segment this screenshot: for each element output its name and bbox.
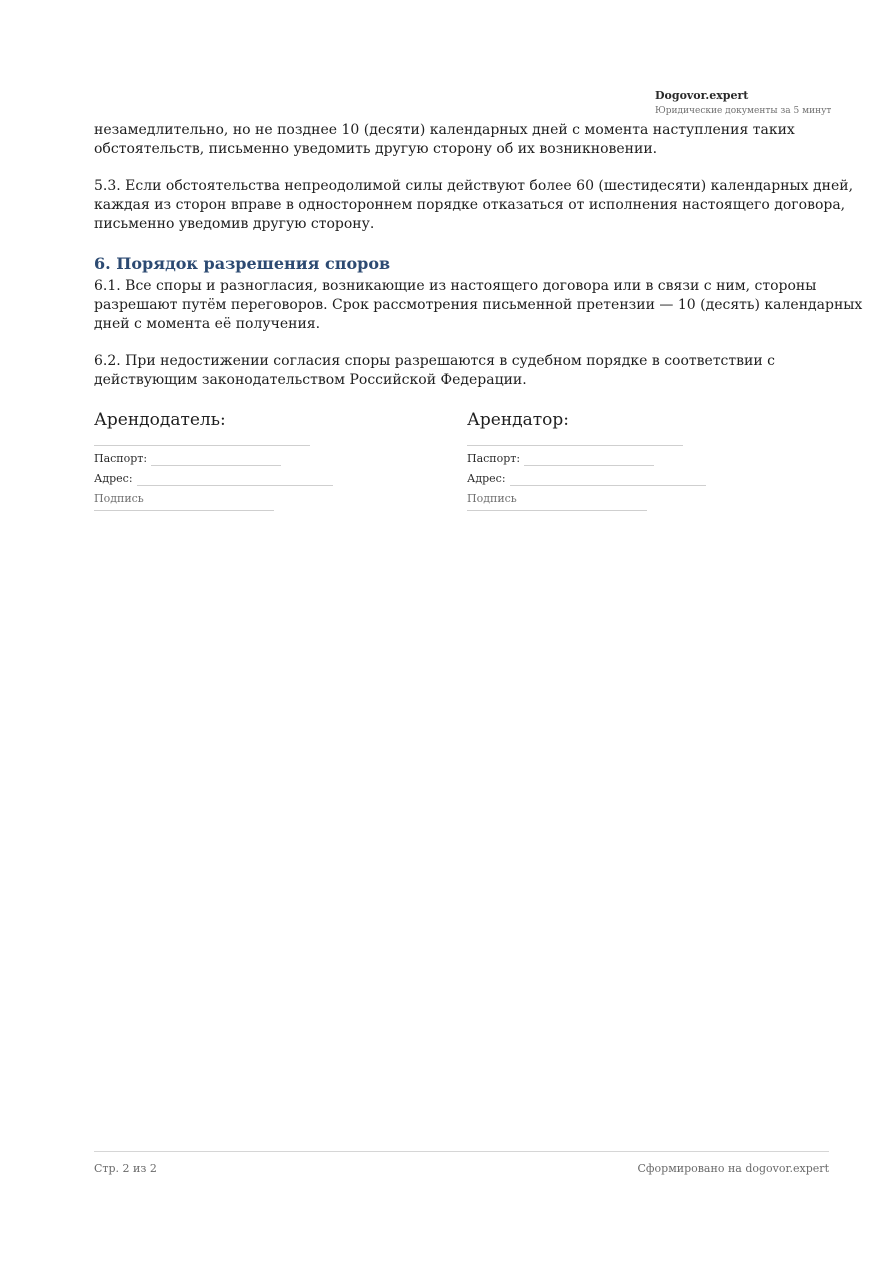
- paragraph-5-3: 5.3. Если обстоятельства непреодолимой силы действуют более 60 (шестидесяти) календарных дней, каждая из сторон вправе в одностороннем порядке отказаться от исполнения настоящего договора, письменно уведомив другую сторону.: [94, 178, 854, 232]
- tenant-passport-label: Паспорт:: [467, 452, 521, 465]
- tenant-passport-row: [467, 452, 767, 466]
- landlord-address-line: [137, 474, 333, 486]
- page-counter: Стр. 2 из 2: [94, 1162, 157, 1175]
- paragraph-continued: незамедлительно, но не позднее 10 (десяти) календарных дней с момента наступления таких обстоятельств, письменно уведомить другую сторону об их возникновении.: [94, 122, 795, 157]
- landlord-signature-label: Подпись: [94, 492, 144, 505]
- tenant-address-label: Адрес:: [467, 472, 506, 485]
- section-title-disputes: 6. Порядок разрешения споров: [94, 254, 391, 273]
- paragraph-6-2: 6.2. При недостижении согласия споры разрешаются в судебном порядке в соответствии с действующим законодательством Российской Федерации.: [94, 353, 775, 388]
- tenant-title: Арендатор:: [467, 410, 569, 430]
- landlord-address-label: Адрес:: [94, 472, 133, 485]
- landlord-passport-row: [94, 452, 394, 466]
- paragraph-6-1: 6.1. Все споры и разногласия, возникающие из настоящего договора или в связи с ним, стороны разрешают путём переговоров. Срок рассмотрения письменной претензии — 10 (десять) календарных дней с момента её получения.: [94, 278, 863, 332]
- header-brand: [655, 89, 832, 118]
- document-body: [94, 121, 876, 390]
- tenant-address-line: [510, 474, 706, 486]
- landlord-signature-line: [94, 510, 274, 511]
- tenant-signature: [467, 409, 767, 511]
- landlord-signature: [94, 409, 394, 511]
- tenant-signature-label: Подпись: [467, 492, 517, 505]
- footer-divider: [94, 1151, 829, 1152]
- brand-tagline: Юридические документы за 5 минут: [655, 106, 832, 116]
- landlord-title: Арендодатель:: [94, 410, 226, 430]
- brand-name: Dogovor.expert: [655, 89, 749, 102]
- landlord-passport-label: Паспорт:: [94, 452, 148, 465]
- tenant-signature-line: [467, 510, 647, 511]
- landlord-address-row: [94, 472, 394, 486]
- tenant-address-row: [467, 472, 767, 486]
- landlord-passport-line: [151, 454, 281, 466]
- signature-block: [94, 409, 854, 539]
- tenant-name-line: [467, 445, 683, 446]
- generated-by: Сформировано на dogovor.expert: [637, 1162, 829, 1175]
- landlord-name-line: [94, 445, 310, 446]
- tenant-passport-line: [524, 454, 654, 466]
